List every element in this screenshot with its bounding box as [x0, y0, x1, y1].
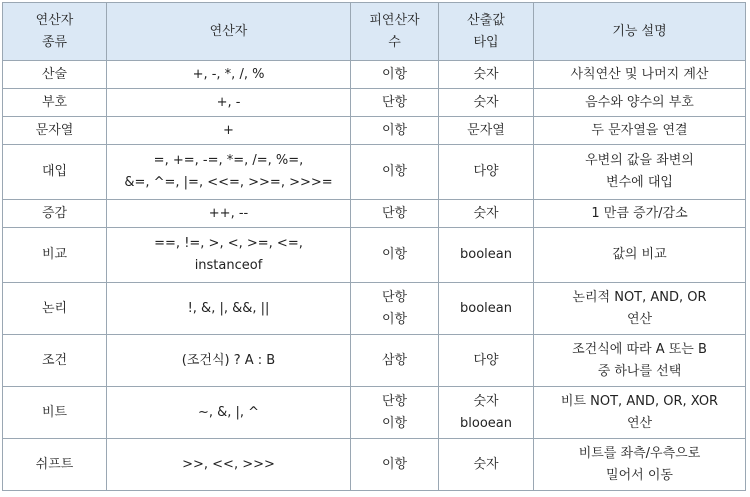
- cell-kind: 부호: [3, 89, 107, 117]
- table-row: [3, 283, 746, 335]
- cell-operand-count: 단항 이항: [351, 387, 439, 439]
- cell-description: 조건식에 따라 A 또는 B 중 하나를 선택: [534, 335, 746, 387]
- operator-table-container: [2, 2, 746, 491]
- cell-result-type: 다양: [439, 335, 534, 387]
- cell-operand-count: 단항 이항: [351, 283, 439, 335]
- cell-description: 음수와 양수의 부호: [534, 89, 746, 117]
- cell-operators: =, +=, -=, *=, /=, %=, &=, ^=, |=, <<=, >>=, >>>=: [107, 145, 351, 200]
- cell-result-type: 숫자 blooean: [439, 387, 534, 439]
- cell-description: 우변의 값을 좌변의 변수에 대입: [534, 145, 746, 200]
- cell-operators: +, -: [107, 89, 351, 117]
- table-row: [3, 145, 746, 200]
- cell-kind: 산술: [3, 61, 107, 89]
- cell-kind: 문자열: [3, 117, 107, 145]
- table-row: [3, 61, 746, 89]
- cell-operand-count: 이항: [351, 145, 439, 200]
- cell-operand-count: 이항: [351, 228, 439, 283]
- cell-description: 사칙연산 및 나머지 계산: [534, 61, 746, 89]
- cell-operators: ++, --: [107, 200, 351, 228]
- cell-kind: 비교: [3, 228, 107, 283]
- cell-kind: 대입: [3, 145, 107, 200]
- cell-operators: ==, !=, >, <, >=, <=, instanceof: [107, 228, 351, 283]
- cell-result-type: 숫자: [439, 61, 534, 89]
- cell-kind: 쉬프트: [3, 439, 107, 491]
- cell-description: 비트를 좌측/우측으로 밀어서 이동: [534, 439, 746, 491]
- cell-kind: 증감: [3, 200, 107, 228]
- cell-operand-count: 이항: [351, 117, 439, 145]
- table-row: [3, 335, 746, 387]
- cell-operand-count: 삼항: [351, 335, 439, 387]
- header-operand-count: 피연산자 수: [351, 3, 439, 61]
- cell-description: 1 만큼 증가/감소: [534, 200, 746, 228]
- header-description: 기능 설명: [534, 3, 746, 61]
- cell-operand-count: 이항: [351, 61, 439, 89]
- cell-result-type: 숫자: [439, 200, 534, 228]
- cell-operand-count: 단항: [351, 89, 439, 117]
- cell-description: 두 문자열을 연결: [534, 117, 746, 145]
- cell-kind: 조건: [3, 335, 107, 387]
- cell-operators: ~, &, |, ^: [107, 387, 351, 439]
- cell-operators: !, &, |, &&, ||: [107, 283, 351, 335]
- cell-operators: +: [107, 117, 351, 145]
- cell-description: 비트 NOT, AND, OR, XOR 연산: [534, 387, 746, 439]
- header-operator: 연산자: [107, 3, 351, 61]
- cell-result-type: 다양: [439, 145, 534, 200]
- cell-description: 논리적 NOT, AND, OR 연산: [534, 283, 746, 335]
- cell-result-type: 문자열: [439, 117, 534, 145]
- table-row: [3, 439, 746, 491]
- table-row: [3, 228, 746, 283]
- cell-result-type: boolean: [439, 283, 534, 335]
- cell-kind: 비트: [3, 387, 107, 439]
- table-row: [3, 89, 746, 117]
- cell-operand-count: 이항: [351, 439, 439, 491]
- cell-operators: >>, <<, >>>: [107, 439, 351, 491]
- operator-table: [2, 2, 746, 491]
- cell-result-type: 숫자: [439, 439, 534, 491]
- cell-operators: (조건식) ? A : B: [107, 335, 351, 387]
- cell-result-type: boolean: [439, 228, 534, 283]
- cell-kind: 논리: [3, 283, 107, 335]
- header-result-type: 산출값 타입: [439, 3, 534, 61]
- table-row: [3, 117, 746, 145]
- header-operator-kind: 연산자 종류: [3, 3, 107, 61]
- table-row: [3, 200, 746, 228]
- table-row: [3, 387, 746, 439]
- header-row: [3, 3, 746, 61]
- cell-operand-count: 단항: [351, 200, 439, 228]
- cell-operators: +, -, *, /, %: [107, 61, 351, 89]
- cell-description: 값의 비교: [534, 228, 746, 283]
- cell-result-type: 숫자: [439, 89, 534, 117]
